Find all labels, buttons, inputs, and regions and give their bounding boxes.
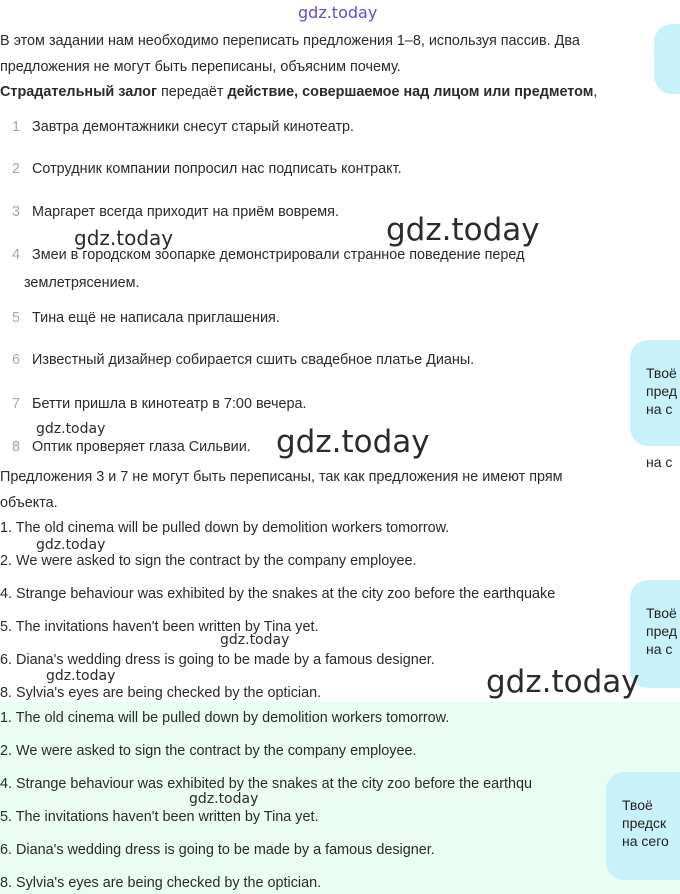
- answer-line: 8. Sylvia's eyes are being checked by the optician.: [0, 685, 322, 701]
- answer-line-highlighted: 8. Sylvia's eyes are being checked by the optician.: [0, 875, 322, 891]
- chat-bubble-text: предск: [622, 815, 667, 831]
- answer-line: 4. Strange behaviour was exhibited by the snakes at the city zoo before the earthquake: [0, 586, 556, 602]
- watermark: gdz.today: [486, 664, 640, 700]
- sentence-number: 2: [12, 161, 21, 177]
- explanation-line-1: Предложения 3 и 7 не могут быть переписаны, так как предложения не имеют прям: [0, 469, 563, 485]
- intro-line-1: В этом задании нам необходимо переписать предложения 1–8, используя пассив. Два: [0, 33, 580, 49]
- answer-line-highlighted: 5. The invitations haven't been written by Tina yet.: [0, 809, 319, 825]
- watermark: gdz.today: [189, 791, 259, 807]
- sentence-text: Тина ещё не написала приглашения.: [32, 310, 280, 326]
- chat-bubble-text: на с: [646, 641, 673, 657]
- chat-bubble-text: пред: [646, 623, 678, 639]
- answer-line: 6. Diana's wedding dress is going to be made by a famous designer.: [0, 652, 435, 668]
- sentence-text: Известный дизайнер собирается сшить свадебное платье Дианы.: [32, 352, 475, 368]
- watermark: gdz.today: [36, 421, 106, 437]
- sentence-number: 5: [12, 310, 21, 326]
- chat-bubble-text: на с: [646, 401, 673, 417]
- sentence-text: Змеи в городском зоопарке демонстрировали странное поведение перед: [32, 247, 525, 263]
- sentence-text: Бетти пришла в кинотеатр в 7:00 вечера.: [32, 396, 307, 412]
- definition-term: Страдательный залог: [0, 84, 157, 100]
- sentence-text: Завтра демонтажники снесут старый кинотеатр.: [32, 119, 355, 135]
- sentence-continuation: землетрясением.: [24, 275, 140, 291]
- watermark: gdz.today: [46, 668, 116, 684]
- chat-bubble-top[interactable]: [654, 24, 680, 94]
- chat-bubble-text: пред: [646, 383, 678, 399]
- watermark: gdz.today: [386, 212, 540, 248]
- definition-meaning: действие, совершаемое над лицом или предметом: [227, 84, 594, 100]
- sentence-text: Сотрудник компании попросил нас подписать контракт.: [32, 161, 402, 177]
- sentence-number: 4: [12, 247, 21, 263]
- watermark: gdz.today: [298, 3, 378, 22]
- sentence-number: 3: [12, 204, 21, 220]
- sentence-number: 8: [12, 439, 21, 455]
- watermark: gdz.today: [276, 424, 430, 460]
- intro-line-2: предложения не могут быть переписаны, объясним почему.: [0, 59, 401, 75]
- watermark: gdz.today: [220, 632, 290, 648]
- passive-definition: [0, 82, 597, 102]
- answer-line-highlighted: 6. Diana's wedding dress is going to be made by a famous designer.: [0, 842, 435, 858]
- answer-line: 2. We were asked to sign the contract by the company employee.: [0, 553, 417, 569]
- sentence-number: 6: [12, 352, 21, 368]
- answer-line: 5. The invitations haven't been written by Tina yet.: [0, 619, 319, 635]
- chat-bubble-text: Твоё: [646, 605, 677, 621]
- watermark: gdz.today: [36, 537, 106, 553]
- chat-bubble-shadow-text: на с: [646, 454, 673, 470]
- chat-bubble-text: Твоё: [646, 365, 677, 381]
- explanation-line-2: объекта.: [0, 495, 58, 511]
- answer-line-highlighted: 1. The old cinema will be pulled down by demolition workers tomorrow.: [0, 710, 450, 726]
- chat-bubble[interactable]: [606, 772, 680, 880]
- answer-highlight-block: [0, 702, 680, 894]
- definition-tail: ,: [593, 84, 598, 100]
- sentence-text: Маргарет всегда приходит на приём вовремя.: [32, 204, 339, 220]
- answer-line: 1. The old cinema will be pulled down by demolition workers tomorrow.: [0, 520, 450, 536]
- chat-bubble-text: Твоё: [622, 797, 653, 813]
- chat-bubble-text: на сего: [622, 833, 669, 849]
- answer-line-highlighted: 2. We were asked to sign the contract by the company employee.: [0, 743, 417, 759]
- chat-bubble[interactable]: [630, 340, 680, 446]
- sentence-text: Оптик проверяет глаза Сильвии.: [32, 439, 251, 455]
- answer-line-highlighted: 4. Strange behaviour was exhibited by the snakes at the city zoo before the earthqu: [0, 776, 532, 792]
- watermark: gdz.today: [74, 226, 174, 250]
- sentence-number: 1: [12, 119, 21, 135]
- sentence-number: 7: [12, 396, 21, 412]
- definition-verb: передаёт: [156, 84, 228, 100]
